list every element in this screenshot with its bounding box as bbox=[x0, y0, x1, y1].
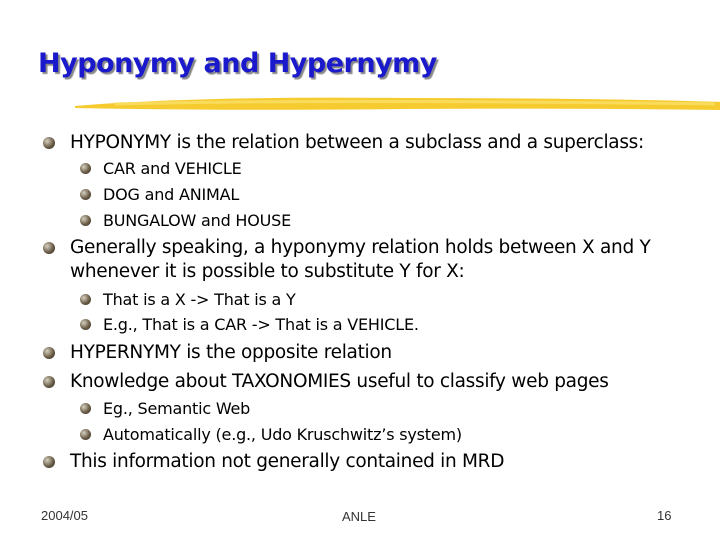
bullet-2 bbox=[70, 237, 650, 258]
bullet-3 bbox=[70, 342, 392, 363]
sub-bullet bbox=[103, 185, 239, 204]
slide-title: Hyponymy and Hypernymy bbox=[38, 48, 437, 79]
bullet-icon bbox=[80, 403, 91, 414]
bullet-icon bbox=[80, 189, 91, 200]
sub-bullet bbox=[103, 211, 291, 230]
bullet-icon bbox=[43, 456, 55, 468]
bullet-icon bbox=[43, 242, 55, 254]
bullet-icon bbox=[43, 376, 55, 388]
bullet-icon bbox=[43, 137, 55, 149]
sub-bullet-text: E.g., That is a CAR -> That is a VEHICLE. bbox=[103, 315, 419, 334]
footer-center: ANLE bbox=[342, 509, 376, 524]
footer-date: 2004/05 bbox=[41, 508, 88, 523]
sub-bullet bbox=[103, 159, 242, 178]
sub-bullet bbox=[103, 425, 462, 444]
page-number: 16 bbox=[657, 508, 672, 523]
bullet-icon bbox=[80, 294, 91, 305]
bullet-text: HYPONYMY is the relation between a subclass and a superclass: bbox=[70, 132, 644, 153]
sub-bullet bbox=[103, 315, 419, 334]
bullet-text: HYPERNYMY is the opposite relation bbox=[70, 342, 392, 363]
bullet-icon bbox=[80, 429, 91, 440]
bullet-text: This information not generally contained in MRD bbox=[70, 451, 505, 472]
sub-bullet-text: Automatically (e.g., Udo Kruschwitz’s system) bbox=[103, 425, 462, 444]
bullet-icon bbox=[80, 163, 91, 174]
bullet-4 bbox=[70, 371, 609, 392]
sub-bullet-text: BUNGALOW and HOUSE bbox=[103, 211, 292, 230]
bullet-1 bbox=[70, 132, 644, 153]
bullet-text: Generally speaking, a hyponymy relation holds between X and Y bbox=[70, 237, 651, 258]
title-underline-brushstroke bbox=[75, 92, 720, 114]
sub-bullet-text: Eg., Semantic Web bbox=[103, 399, 251, 418]
bullet-text: Knowledge about TAXONOMIES useful to classify web pages bbox=[70, 371, 609, 392]
bullet-icon bbox=[80, 215, 91, 226]
sub-bullet-text: That is a X -> That is a Y bbox=[103, 290, 296, 309]
sub-bullet-text: CAR and VEHICLE bbox=[103, 159, 242, 178]
bullet-5 bbox=[70, 451, 504, 472]
bullet-2-continuation: whenever it is possible to substitute Y for X: bbox=[70, 261, 465, 282]
sub-bullet bbox=[103, 290, 296, 309]
bullet-icon bbox=[80, 319, 91, 330]
bullet-icon bbox=[43, 347, 55, 359]
sub-bullet bbox=[103, 399, 250, 418]
sub-bullet-text: DOG and ANIMAL bbox=[103, 185, 240, 204]
